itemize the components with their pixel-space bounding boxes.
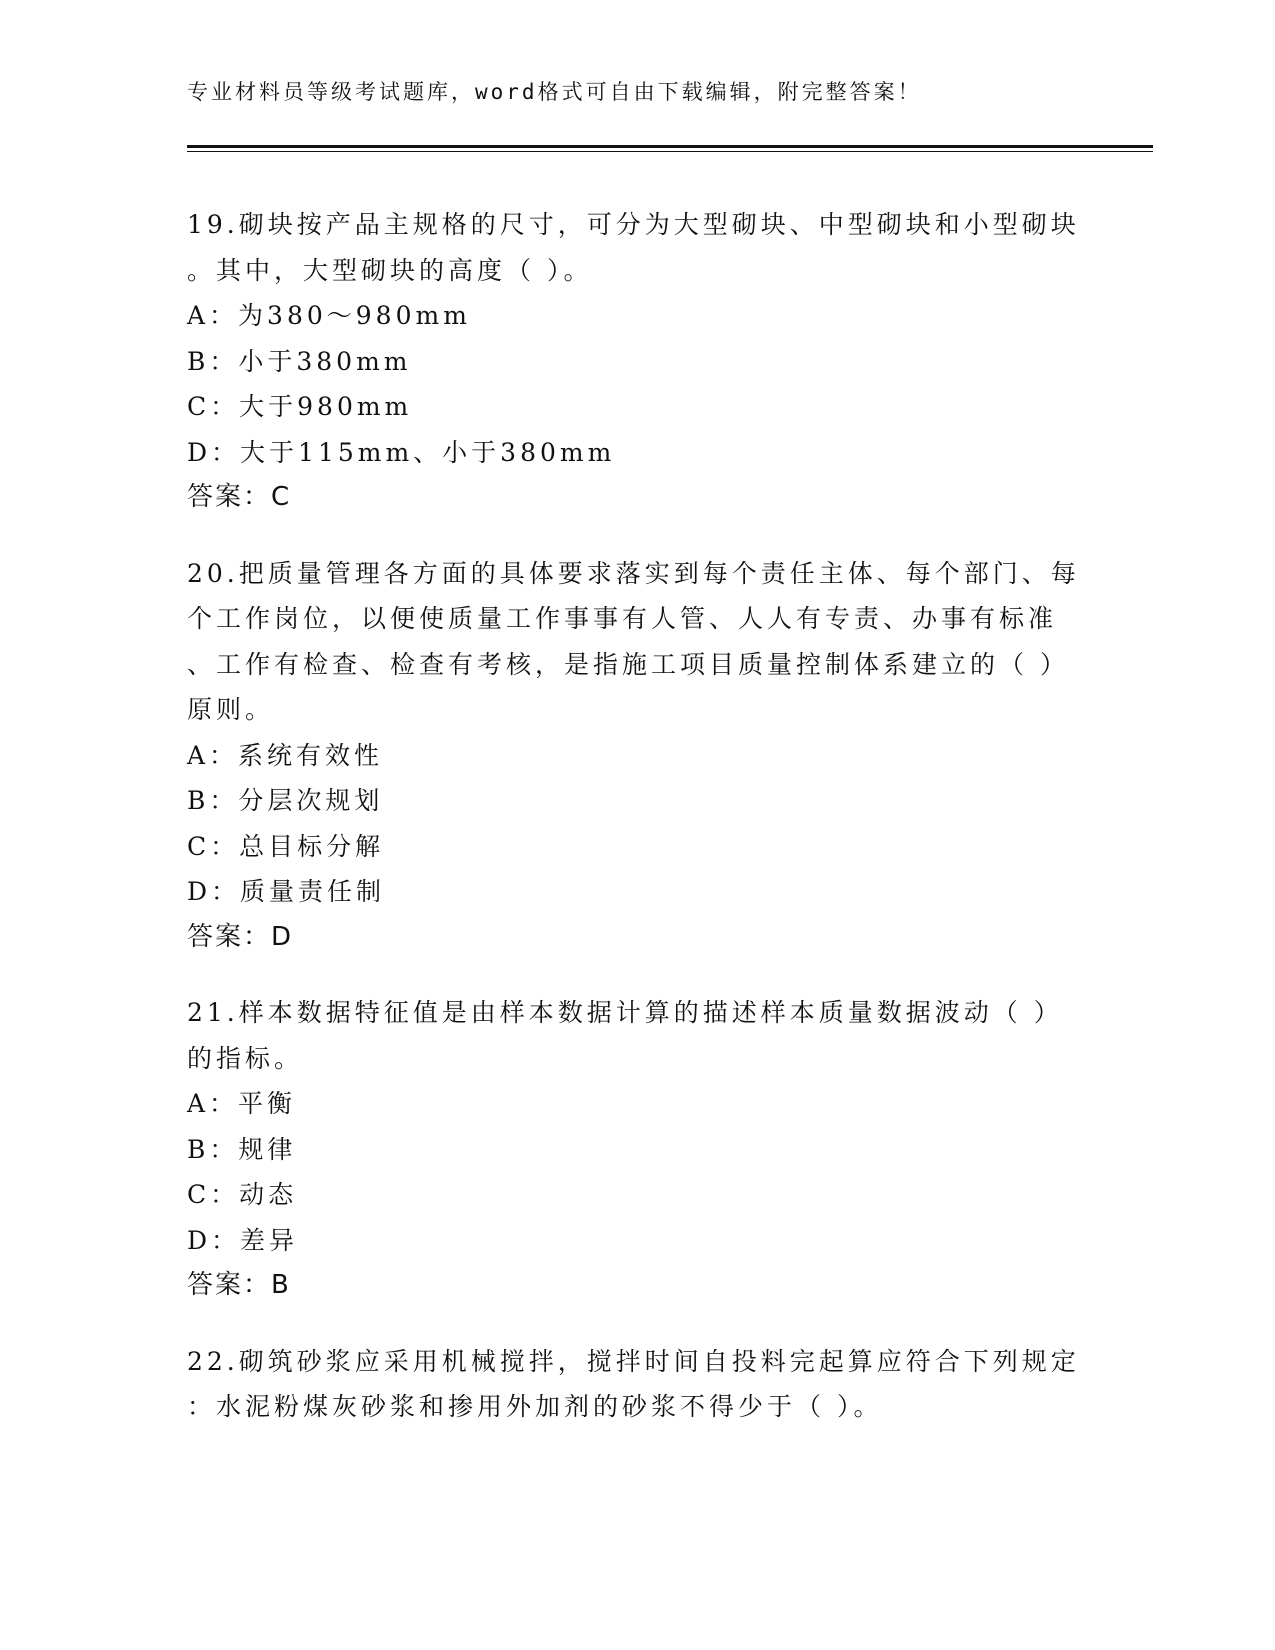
question-text-line: ：水泥粉煤灰砂浆和掺用外加剂的砂浆不得少于（ ）。 [187, 1392, 883, 1421]
header-divider-thin [187, 151, 1153, 152]
question-text-line: 21.样本数据特征值是由样本数据计算的描述样本质量数据波动（ ） [187, 998, 1063, 1027]
option-d: D：差异 [187, 1225, 299, 1255]
question-text-line: 个工作岗位，以便使质量工作事事有人管、人人有专责、办事有标准 [187, 604, 1058, 633]
question-19 [187, 202, 1087, 521]
option-c: C：动态 [187, 1180, 298, 1209]
option-b: B：小于380mm [187, 346, 412, 376]
question-text-line: 22.砌筑砂浆应采用机械搅拌，搅拌时间自投料完起算应符合下列规定 [187, 1346, 1080, 1376]
option-b: B：规律 [187, 1134, 297, 1164]
option-a: A：系统有效性 [187, 740, 384, 770]
header-divider-thick [187, 145, 1153, 148]
question-22 [187, 1339, 1087, 1430]
option-d: D：质量责任制 [187, 877, 386, 906]
option-a: A：平衡 [187, 1089, 297, 1118]
question-text-line: 、工作有检查、检查有考核，是指施工项目质量控制体系建立的（ ） [187, 649, 1069, 679]
question-21 [187, 990, 1087, 1309]
question-list [187, 202, 1087, 1460]
option-d: D：大于115mm、小于380mm [187, 437, 616, 467]
question-text-line: 。其中，大型砌块的高度（ ）。 [187, 255, 593, 285]
question-text-line: 的指标。 [187, 1043, 304, 1073]
page-header: 专业材料员等级考试题库，word格式可自由下载编辑，附完整答案！ [187, 80, 922, 104]
option-c: C：大于980mm [187, 392, 413, 421]
question-text-line: 19.砌块按产品主规格的尺寸，可分为大型砌块、中型砌块和小型砌块 [187, 210, 1080, 239]
question-20 [187, 551, 1087, 961]
answer: 答案：D [187, 921, 294, 952]
option-b: B：分层次规划 [187, 786, 384, 815]
answer: 答案：B [187, 1270, 291, 1300]
question-text-line: 原则。 [187, 695, 275, 724]
question-text-line: 20.把质量管理各方面的具体要求落实到每个责任主体、每个部门、每 [187, 558, 1080, 588]
option-a: A：为380～980mm [187, 301, 471, 330]
answer: 答案：C [187, 482, 292, 512]
option-c: C：总目标分解 [187, 831, 385, 861]
